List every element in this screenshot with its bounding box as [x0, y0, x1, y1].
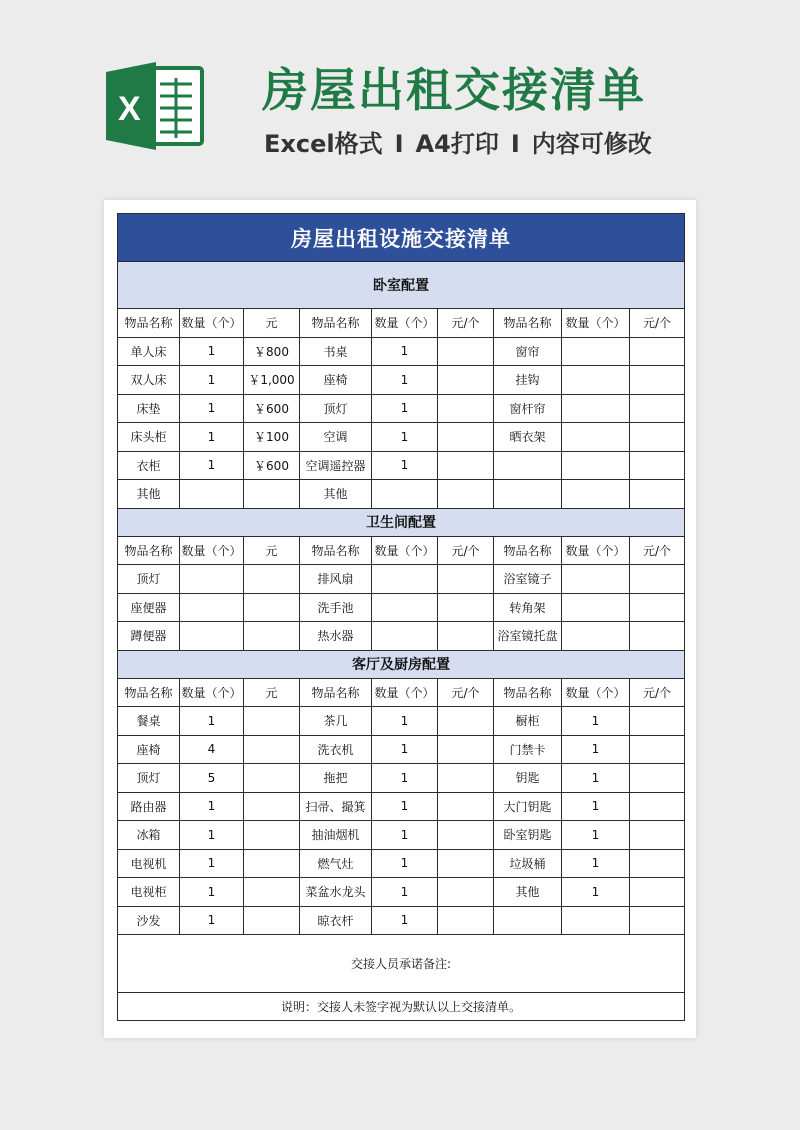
table-cell[interactable]	[630, 735, 685, 764]
column-header: 元	[244, 678, 300, 707]
table-cell[interactable]: 浴室镜子	[494, 565, 562, 594]
table-cell[interactable]: 晾衣杆	[300, 906, 372, 935]
table-cell[interactable]: 顶灯	[118, 764, 180, 793]
table-cell[interactable]: 卧室钥匙	[494, 821, 562, 850]
column-header: 元/个	[630, 678, 685, 707]
table-cell[interactable]	[562, 593, 630, 622]
table-cell[interactable]: 冰箱	[118, 821, 180, 850]
table-row	[118, 849, 685, 878]
table-cell[interactable]	[562, 565, 630, 594]
table-cell[interactable]: 1	[372, 764, 438, 793]
table-cell[interactable]: 路由器	[118, 792, 180, 821]
table-cell[interactable]: 1	[372, 792, 438, 821]
table-cell[interactable]: 挂钩	[494, 366, 562, 395]
table-cell[interactable]: 1	[180, 792, 244, 821]
table-cell[interactable]	[630, 622, 685, 651]
table-cell[interactable]	[438, 480, 494, 509]
table-cell[interactable]	[630, 337, 685, 366]
subtitle-separator: I	[394, 130, 404, 158]
column-header-row	[118, 678, 685, 707]
column-header: 数量（个）	[180, 309, 244, 338]
table-cell[interactable]	[562, 337, 630, 366]
table-row	[118, 394, 685, 423]
table-cell[interactable]: 顶灯	[118, 565, 180, 594]
table-cell[interactable]: 餐桌	[118, 707, 180, 736]
section-header-row	[118, 650, 685, 678]
table-cell[interactable]	[630, 792, 685, 821]
table-cell[interactable]	[438, 593, 494, 622]
column-header: 数量（个）	[180, 678, 244, 707]
subtitle-separator: I	[510, 130, 520, 158]
column-header: 数量（个）	[372, 678, 438, 707]
table-cell[interactable]: ￥600	[244, 394, 300, 423]
table-cell[interactable]: 空调遥控器	[300, 451, 372, 480]
column-header: 数量（个）	[562, 309, 630, 338]
table-cell[interactable]	[562, 622, 630, 651]
handover-table	[117, 213, 685, 1021]
column-header: 数量（个）	[180, 536, 244, 565]
table-cell[interactable]: 洗衣机	[300, 735, 372, 764]
table-cell[interactable]: 座便器	[118, 593, 180, 622]
table-cell[interactable]	[630, 394, 685, 423]
table-cell[interactable]	[630, 707, 685, 736]
table-cell[interactable]: 1	[562, 764, 630, 793]
table-row	[118, 906, 685, 935]
table-cell[interactable]: 书桌	[300, 337, 372, 366]
column-header: 元/个	[630, 536, 685, 565]
table-cell[interactable]: 1	[372, 423, 438, 452]
footer-row	[118, 993, 685, 1021]
table-cell[interactable]	[244, 821, 300, 850]
table-cell[interactable]	[244, 849, 300, 878]
table-cell[interactable]: 1	[372, 366, 438, 395]
table-cell[interactable]	[438, 906, 494, 935]
table-cell[interactable]: ￥800	[244, 337, 300, 366]
table-cell[interactable]: 双人床	[118, 366, 180, 395]
table-cell[interactable]	[180, 565, 244, 594]
sheet-title: 房屋出租设施交接清单	[118, 214, 685, 262]
column-header: 元	[244, 536, 300, 565]
table-cell[interactable]: 1	[372, 337, 438, 366]
table-cell[interactable]: ￥600	[244, 451, 300, 480]
table-row	[118, 821, 685, 850]
table-cell[interactable]: 扫帚、撮箕	[300, 792, 372, 821]
table-cell[interactable]	[438, 707, 494, 736]
section-title: 客厅及厨房配置	[118, 650, 685, 678]
table-cell[interactable]: 茶几	[300, 707, 372, 736]
table-cell[interactable]	[562, 906, 630, 935]
table-cell[interactable]: 1	[180, 451, 244, 480]
table-cell[interactable]: 5	[180, 764, 244, 793]
column-header: 元/个	[438, 536, 494, 565]
column-header: 元/个	[438, 678, 494, 707]
table-cell[interactable]	[438, 792, 494, 821]
table-cell[interactable]	[630, 906, 685, 935]
table-cell[interactable]	[372, 622, 438, 651]
table-cell[interactable]	[438, 849, 494, 878]
table-cell[interactable]: 窗帘	[494, 337, 562, 366]
table-cell[interactable]	[562, 451, 630, 480]
column-header-row	[118, 309, 685, 338]
table-cell[interactable]	[494, 480, 562, 509]
table-row	[118, 792, 685, 821]
table-cell[interactable]: 床垫	[118, 394, 180, 423]
table-cell[interactable]	[630, 480, 685, 509]
table-cell[interactable]	[438, 878, 494, 907]
note-row	[118, 935, 685, 993]
table-cell[interactable]	[562, 366, 630, 395]
table-row	[118, 707, 685, 736]
table-cell[interactable]	[630, 366, 685, 395]
excel-icon	[104, 58, 206, 154]
subtitle-format: Excel格式	[264, 130, 383, 158]
table-cell[interactable]: 转角架	[494, 593, 562, 622]
table-cell[interactable]: 1	[372, 735, 438, 764]
table-cell[interactable]: 空调	[300, 423, 372, 452]
table-row	[118, 735, 685, 764]
table-cell[interactable]	[244, 565, 300, 594]
column-header: 物品名称	[118, 678, 180, 707]
table-cell[interactable]	[244, 593, 300, 622]
document-page	[104, 200, 696, 1038]
table-cell[interactable]: 电视机	[118, 849, 180, 878]
table-cell[interactable]	[630, 849, 685, 878]
handover-note-field[interactable]: 交接人员承诺备注:	[118, 935, 685, 993]
table-row	[118, 565, 685, 594]
column-header: 元/个	[438, 309, 494, 338]
table-cell[interactable]: 1	[372, 906, 438, 935]
table-cell[interactable]: 洗手池	[300, 593, 372, 622]
column-header: 元/个	[630, 309, 685, 338]
table-cell[interactable]: 拖把	[300, 764, 372, 793]
table-cell[interactable]: 1	[372, 394, 438, 423]
table-cell[interactable]: 顶灯	[300, 394, 372, 423]
table-cell[interactable]: 1	[562, 792, 630, 821]
page-subtitle	[264, 124, 652, 159]
column-header: 物品名称	[118, 536, 180, 565]
table-cell[interactable]: 1	[562, 821, 630, 850]
table-cell[interactable]	[630, 451, 685, 480]
table-cell[interactable]	[562, 394, 630, 423]
table-cell[interactable]	[494, 906, 562, 935]
table-cell[interactable]: 1	[180, 707, 244, 736]
table-cell[interactable]: 菜盆水龙头	[300, 878, 372, 907]
table-cell[interactable]	[438, 821, 494, 850]
table-cell[interactable]: 1	[180, 337, 244, 366]
column-header: 物品名称	[300, 678, 372, 707]
table-row	[118, 593, 685, 622]
table-cell[interactable]: 其他	[118, 480, 180, 509]
table-cell[interactable]: 其他	[494, 878, 562, 907]
table-cell[interactable]: 1	[180, 394, 244, 423]
table-cell[interactable]	[630, 878, 685, 907]
section-title: 卧室配置	[118, 262, 685, 309]
table-cell[interactable]	[244, 764, 300, 793]
subtitle-editable: 内容可修改	[531, 130, 652, 158]
table-cell[interactable]: 电视柜	[118, 878, 180, 907]
table-cell[interactable]: 1	[372, 821, 438, 850]
table-cell[interactable]: 蹲便器	[118, 622, 180, 651]
table-cell[interactable]: 1	[180, 366, 244, 395]
table-cell[interactable]: 垃圾桶	[494, 849, 562, 878]
section-title: 卫生间配置	[118, 508, 685, 536]
column-header: 物品名称	[494, 309, 562, 338]
table-cell[interactable]	[438, 366, 494, 395]
section-header-row	[118, 508, 685, 536]
table-cell[interactable]	[244, 735, 300, 764]
table-cell[interactable]	[180, 593, 244, 622]
table-cell[interactable]	[630, 565, 685, 594]
table-cell[interactable]: 1	[180, 423, 244, 452]
column-header: 物品名称	[118, 309, 180, 338]
table-cell[interactable]	[630, 821, 685, 850]
table-cell[interactable]: 单人床	[118, 337, 180, 366]
table-cell[interactable]: 1	[180, 906, 244, 935]
table-cell[interactable]	[372, 480, 438, 509]
column-header: 物品名称	[494, 536, 562, 565]
table-cell[interactable]: 1	[562, 707, 630, 736]
table-cell[interactable]: 1	[372, 878, 438, 907]
table-cell[interactable]: ￥100	[244, 423, 300, 452]
table-cell[interactable]	[562, 423, 630, 452]
column-header-row	[118, 536, 685, 565]
table-cell[interactable]	[438, 394, 494, 423]
table-cell[interactable]: 1	[372, 707, 438, 736]
column-header: 数量（个）	[372, 309, 438, 338]
page-title: 房屋出租交接清单	[262, 63, 646, 117]
table-cell[interactable]	[438, 622, 494, 651]
table-row	[118, 480, 685, 509]
table-cell[interactable]: 座椅	[300, 366, 372, 395]
table-cell[interactable]	[438, 735, 494, 764]
header-banner	[0, 0, 800, 200]
table-cell[interactable]	[438, 337, 494, 366]
table-row	[118, 423, 685, 452]
table-cell[interactable]: 1	[372, 849, 438, 878]
column-header: 物品名称	[494, 678, 562, 707]
table-cell[interactable]: 橱柜	[494, 707, 562, 736]
table-cell[interactable]: 4	[180, 735, 244, 764]
table-cell[interactable]: 座椅	[118, 735, 180, 764]
table-cell[interactable]: 1	[180, 878, 244, 907]
table-cell[interactable]	[438, 764, 494, 793]
table-cell[interactable]: 沙发	[118, 906, 180, 935]
table-cell[interactable]	[438, 423, 494, 452]
table-cell[interactable]	[244, 906, 300, 935]
table-cell[interactable]: 浴室镜托盘	[494, 622, 562, 651]
table-cell[interactable]	[630, 764, 685, 793]
table-cell[interactable]	[180, 622, 244, 651]
table-cell[interactable]	[630, 593, 685, 622]
table-cell[interactable]: 燃气灶	[300, 849, 372, 878]
table-cell[interactable]	[630, 423, 685, 452]
table-cell[interactable]	[244, 480, 300, 509]
section-header-row	[118, 262, 685, 309]
footer-note: 说明：交接人未签字视为默认以上交接清单。	[118, 993, 685, 1021]
table-row	[118, 878, 685, 907]
table-row	[118, 337, 685, 366]
table-cell[interactable]: 排风扇	[300, 565, 372, 594]
subtitle-print: A4打印	[415, 130, 499, 158]
table-cell[interactable]: 1	[562, 878, 630, 907]
table-row	[118, 366, 685, 395]
table-cell[interactable]: 1	[180, 849, 244, 878]
table-cell[interactable]	[372, 593, 438, 622]
table-cell[interactable]: 抽油烟机	[300, 821, 372, 850]
table-cell[interactable]	[438, 451, 494, 480]
table-cell[interactable]: 钥匙	[494, 764, 562, 793]
column-header: 物品名称	[300, 309, 372, 338]
column-header: 数量（个）	[562, 678, 630, 707]
table-cell[interactable]: 其他	[300, 480, 372, 509]
table-cell[interactable]: 床头柜	[118, 423, 180, 452]
table-cell[interactable]: 1	[562, 735, 630, 764]
table-cell[interactable]	[244, 622, 300, 651]
table-row	[118, 451, 685, 480]
column-header: 物品名称	[300, 536, 372, 565]
table-cell[interactable]: ￥1,000	[244, 366, 300, 395]
table-cell[interactable]: 热水器	[300, 622, 372, 651]
table-cell[interactable]	[438, 565, 494, 594]
table-cell[interactable]: 门禁卡	[494, 735, 562, 764]
table-cell[interactable]: 1	[180, 821, 244, 850]
column-header: 数量（个）	[562, 536, 630, 565]
table-cell[interactable]: 晒衣架	[494, 423, 562, 452]
table-cell[interactable]: 大门钥匙	[494, 792, 562, 821]
table-row	[118, 622, 685, 651]
table-row	[118, 764, 685, 793]
column-header: 数量（个）	[372, 536, 438, 565]
table-cell[interactable]	[244, 792, 300, 821]
column-header: 元	[244, 309, 300, 338]
table-cell[interactable]: 窗杆帘	[494, 394, 562, 423]
table-cell[interactable]: 衣柜	[118, 451, 180, 480]
table-cell[interactable]	[372, 565, 438, 594]
table-cell[interactable]	[180, 480, 244, 509]
table-cell[interactable]: 1	[562, 849, 630, 878]
table-cell[interactable]	[494, 451, 562, 480]
table-cell[interactable]	[562, 480, 630, 509]
table-cell[interactable]	[244, 707, 300, 736]
excel-icon-letter: X	[118, 90, 141, 128]
table-cell[interactable]	[244, 878, 300, 907]
table-cell[interactable]: 1	[372, 451, 438, 480]
